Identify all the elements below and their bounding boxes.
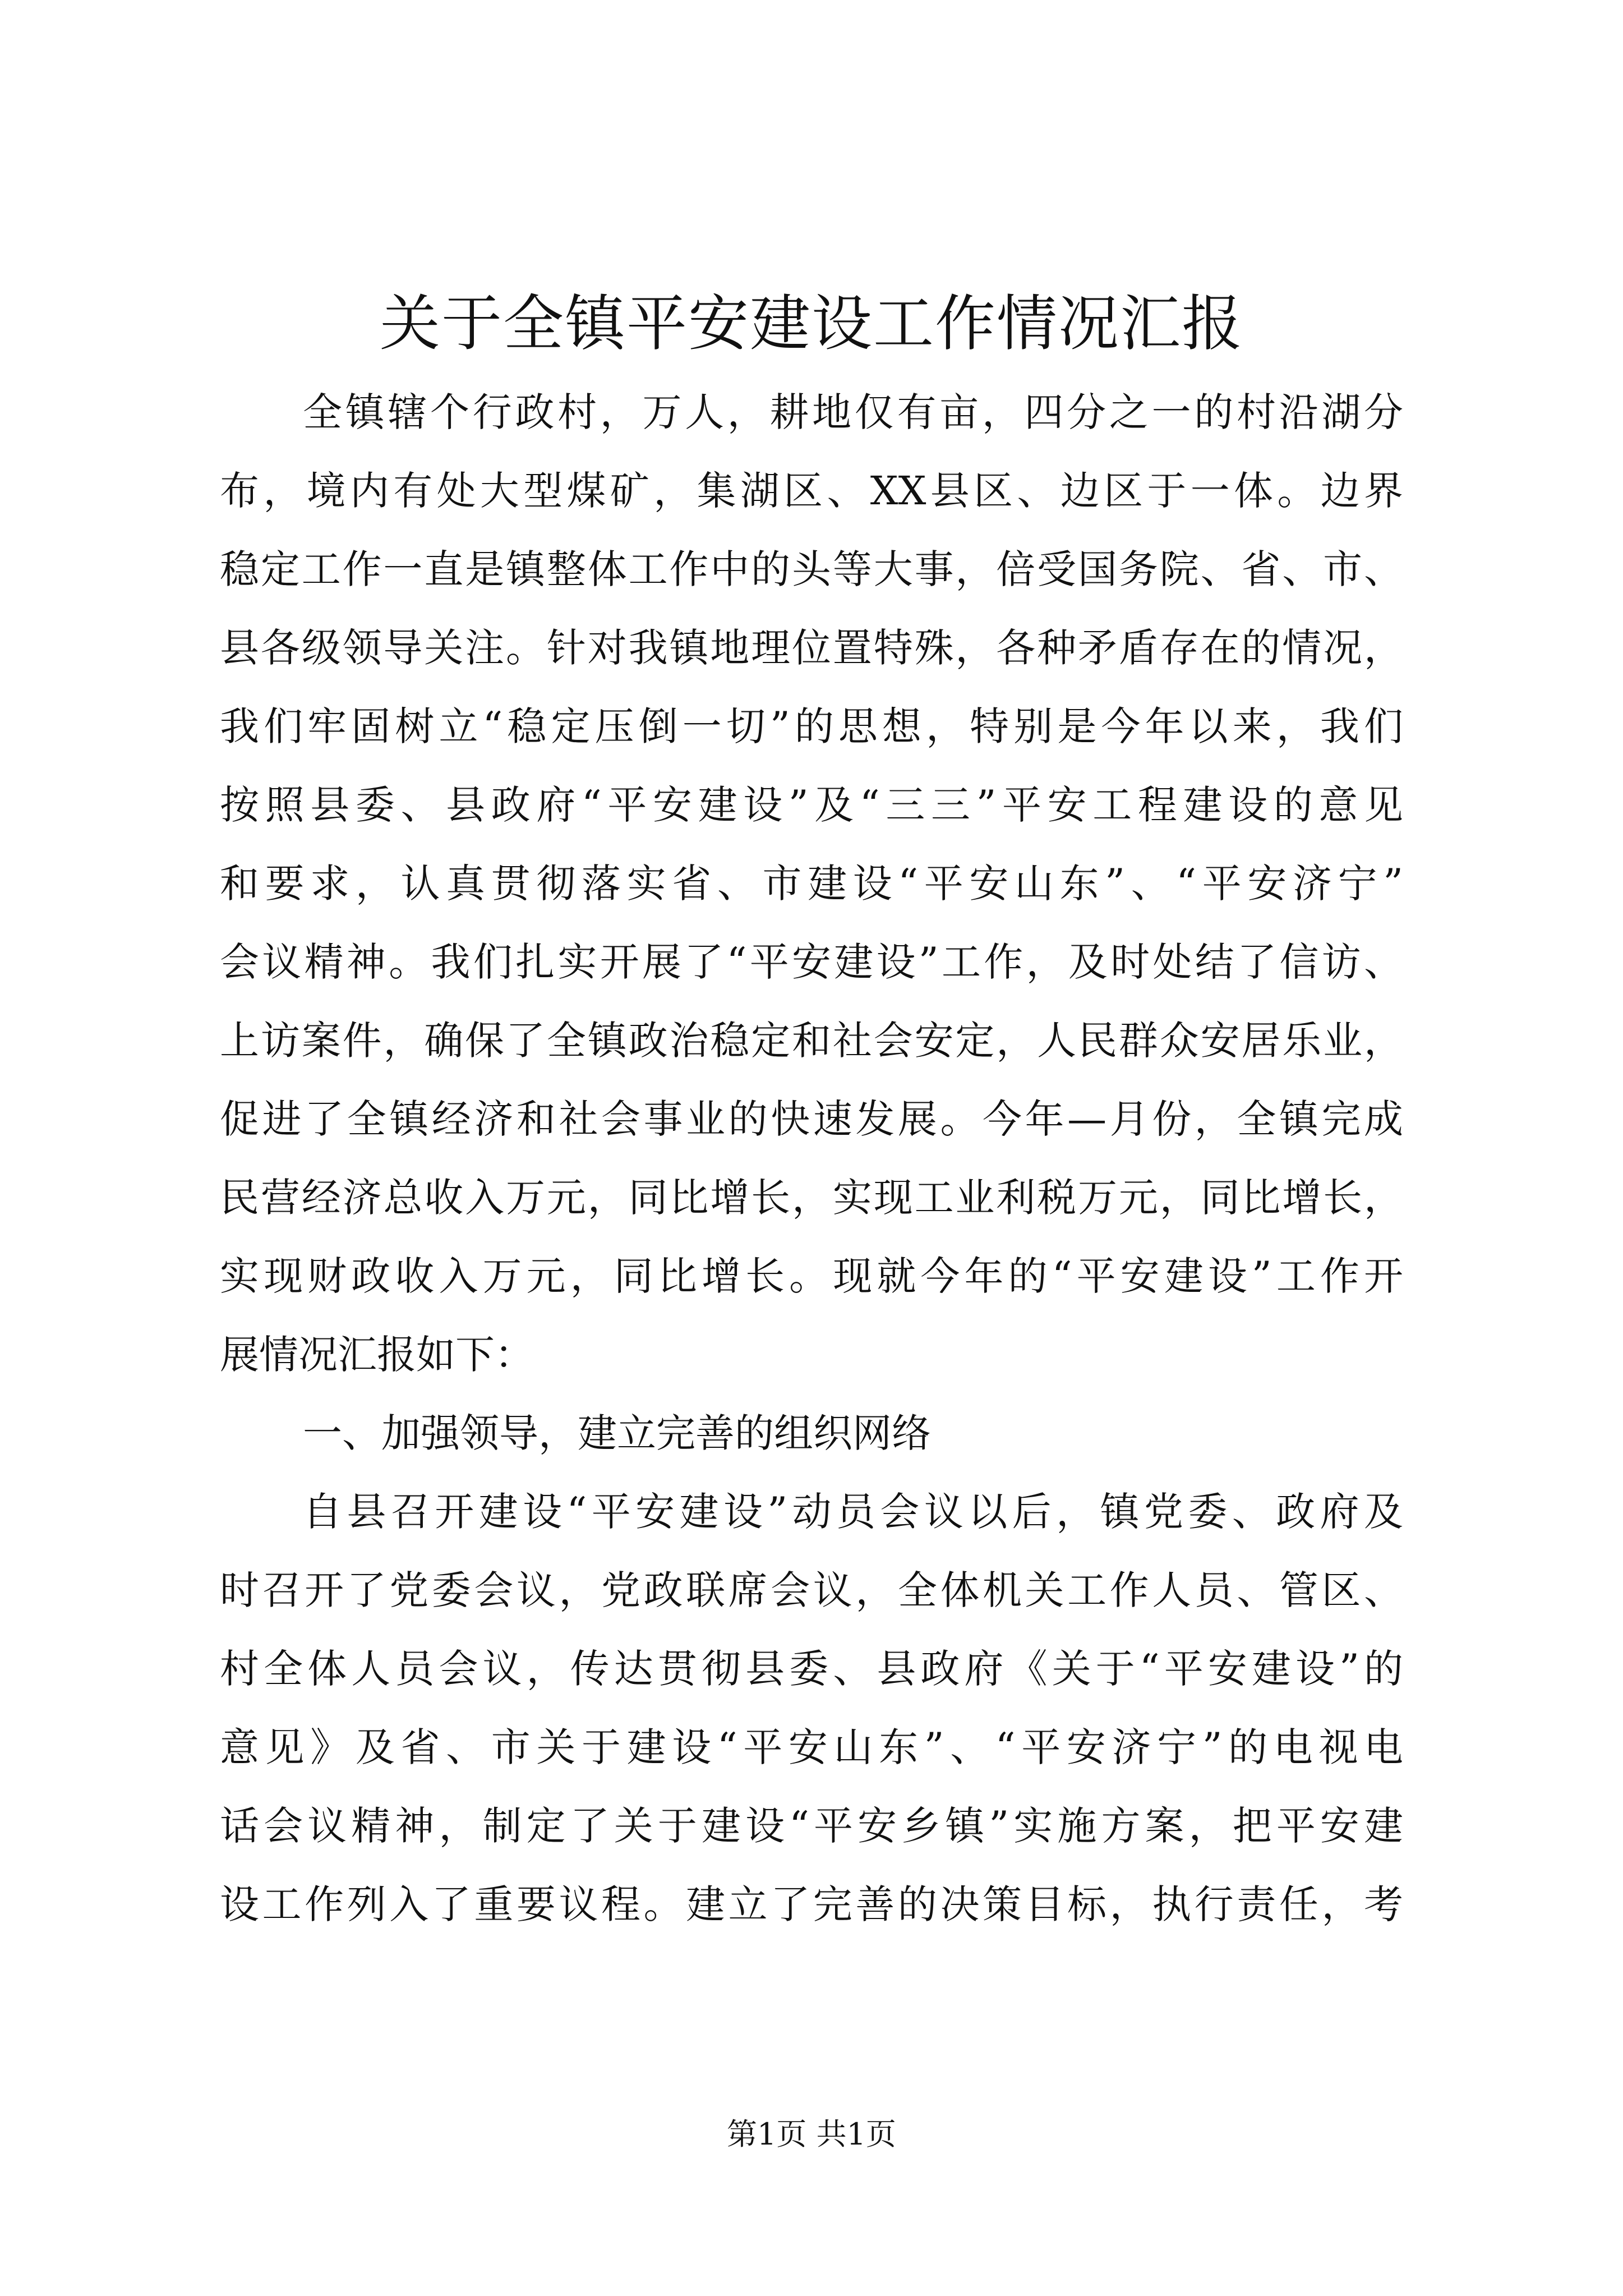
paragraph-line-14: 自县召开建设“平安建设”动员会议以后，镇党委、政府及 xyxy=(303,1489,1403,1535)
paragraph-line-4: 县各级领导关注。针对我镇地理位置特殊，各种矛盾存在的情况， xyxy=(220,625,1403,671)
paragraph-line-15: 时召开了党委会议，党政联席会议，全体机关工作人员、管区、 xyxy=(220,1567,1403,1613)
paragraph-line-10: 促进了全镇经济和社会事业的快速发展。今年—月份，全镇完成 xyxy=(220,1096,1403,1142)
section-heading: 一、加强领导，建立完善的组织网络 xyxy=(303,1410,931,1456)
paragraph-line-9: 上访案件，确保了全镇政治稳定和社会安定，人民群众安居乐业， xyxy=(220,1018,1403,1064)
paragraph-line-3: 稳定工作一直是镇整体工作中的头等大事，倍受国务院、省、市、 xyxy=(220,546,1403,592)
paragraph-line-12: 实现财政收入万元，同比增长。现就今年的“平安建设”工作开 xyxy=(220,1253,1403,1299)
paragraph-line-1: 全镇辖个行政村，万人，耕地仅有亩，四分之一的村沿湖分 xyxy=(303,389,1403,435)
paragraph-line-6: 按照县委、县政府“平安建设”及“三三”平安工程建设的意见 xyxy=(220,782,1403,828)
paragraph-line-7: 和要求，认真贯彻落实省、市建设“平安山东”、“平安济宁” xyxy=(220,861,1403,907)
paragraph-line-16: 村全体人员会议，传达贯彻县委、县政府《关于“平安建设”的 xyxy=(220,1646,1403,1692)
paragraph-line-13: 展情况汇报如下： xyxy=(220,1332,534,1378)
paragraph-line-19: 设工作列入了重要议程。建立了完善的决策目标，执行责任，考 xyxy=(220,1881,1403,1927)
paragraph-line-5: 我们牢固树立“稳定压倒一切”的思想，特别是今年以来，我们 xyxy=(220,703,1403,749)
paragraph-line-18: 话会议精神，制定了关于建设“平安乡镇”实施方案，把平安建 xyxy=(220,1803,1403,1849)
paragraph-line-11: 民营经济总收入万元，同比增长，实现工业利税万元，同比增长， xyxy=(220,1175,1403,1221)
paragraph-line-2: 布，境内有处大型煤矿，集湖区、XX县区、边区于一体。边界 xyxy=(220,468,1403,514)
paragraph-line-8: 会议精神。我们扎实开展了“平安建设”工作，及时处结了信访、 xyxy=(220,939,1403,985)
document-title: 关于全镇平安建设工作情况汇报 xyxy=(379,289,1243,359)
paragraph-line-17: 意见》及省、市关于建设“平安山东”、“平安济宁”的电视电 xyxy=(220,1724,1403,1770)
page-footer: 第1页 共1页 xyxy=(727,2116,896,2152)
